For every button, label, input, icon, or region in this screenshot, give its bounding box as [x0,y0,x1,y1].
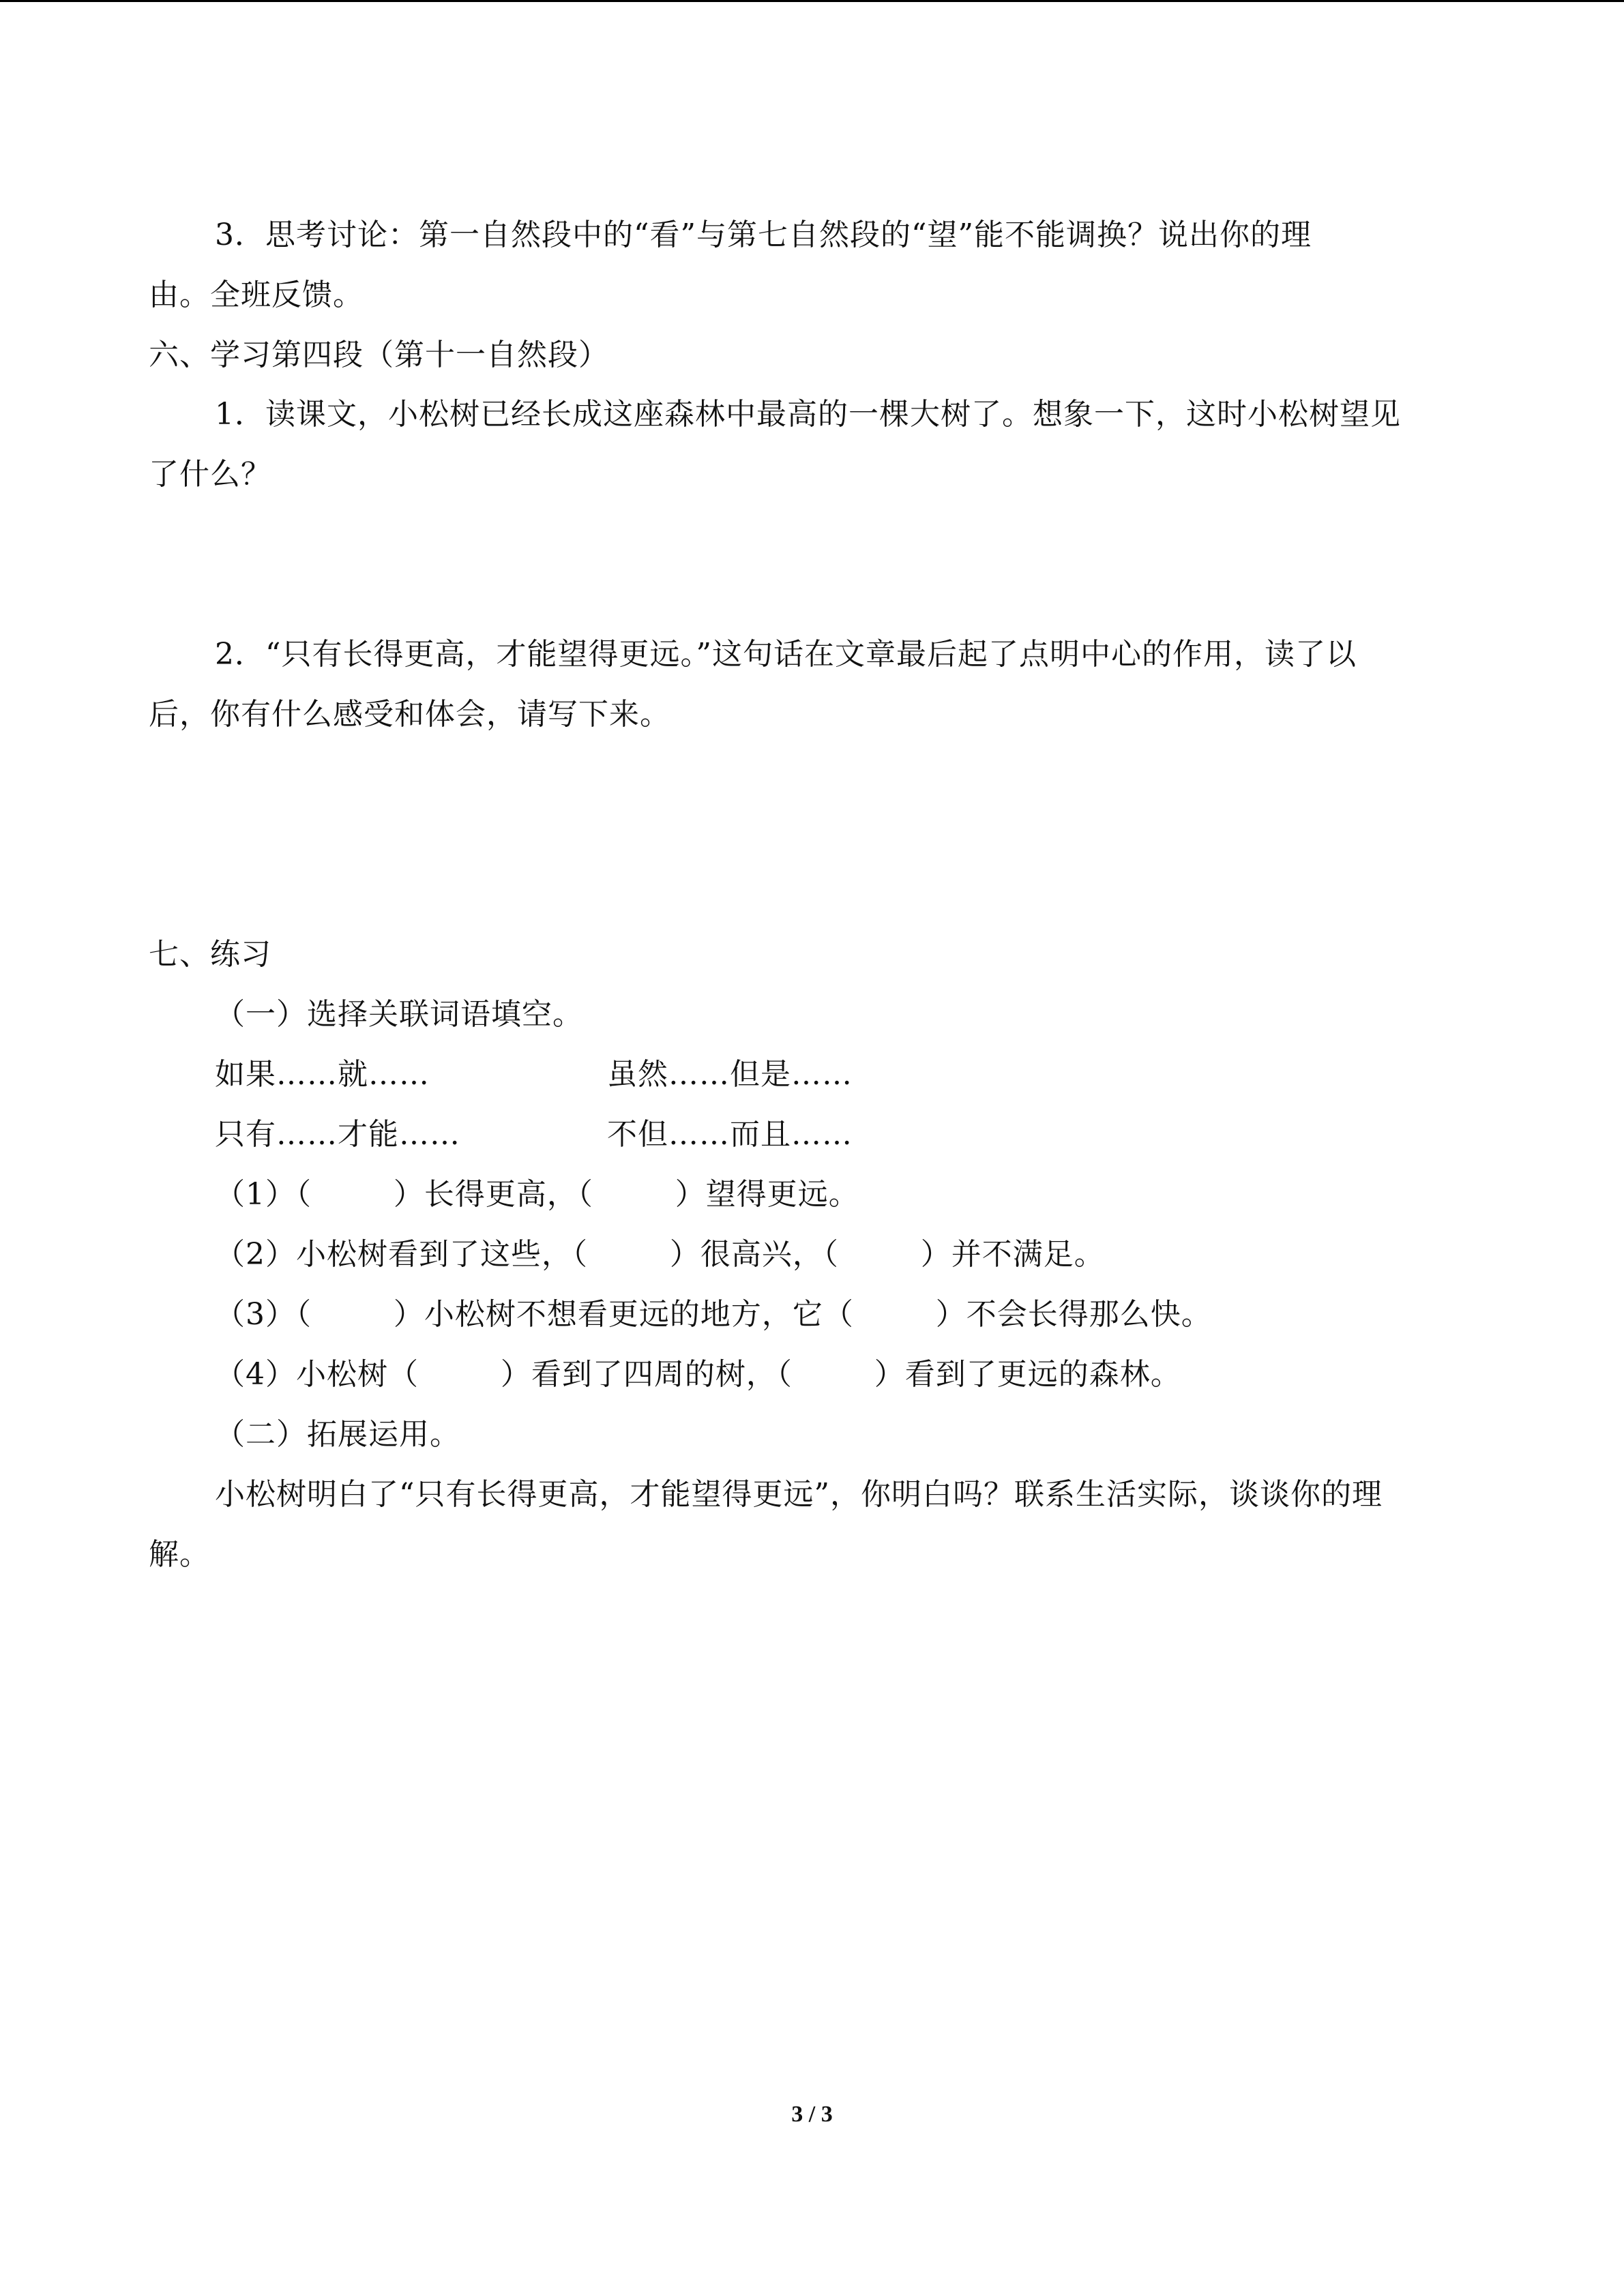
exercise-1-heading: （一）选择关联词语填空。 [215,997,583,1032]
conjunction-option-2: 虽然……但是…… [607,1057,853,1092]
fill-blank-item-4: （4）小松树（ ）看到了四周的树，（ ）看到了更远的森林。 [215,1357,1181,1392]
fill-blank-item-2: （2）小松树看到了这些，（ ）很高兴，（ ）并不满足。 [215,1237,1105,1272]
page-number: 3 / 3 [791,2102,833,2127]
question-3-line-2: 由。全班反馈。 [149,278,364,312]
section-6-question-2-line-2: 后，你有什么感受和体会，请写下来。 [149,697,670,732]
exercise-2-prompt-line-2: 解。 [149,1537,210,1572]
section-6-heading: 六、学习第四段（第十一自然段） [149,338,609,372]
conjunction-option-3: 只有……才能…… [215,1117,460,1152]
section-6-question-1-line-2: 了什么？ [149,457,271,492]
exercise-2-prompt-line-1: 小松树明白了“只有长得更高，才能望得更远”，你明白吗？联系生活实际，谈谈你的理 [215,1477,1383,1512]
section-7-heading: 七、练习 [149,937,271,972]
conjunction-option-1: 如果……就…… [215,1057,430,1092]
fill-blank-item-3: （3）（ ）小松树不想看更远的地方，它（ ）不会长得那么快。 [215,1297,1212,1332]
section-6-question-2-line-1: 2．“只有长得更高，才能望得更远。”这句话在文章最后起了点明中心的作用，读了以 [215,637,1357,672]
exercise-2-heading: （二）拓展运用。 [215,1417,460,1452]
fill-blank-item-1: （1）（ ）长得更高，（ ）望得更远。 [215,1177,859,1212]
question-3-line-1: 3．思考讨论：第一自然段中的“看”与第七自然段的“望”能不能调换？说出你的理 [215,218,1312,252]
section-6-question-1-line-1: 1．读课文，小松树已经长成这座森林中最高的一棵大树了。想象一下，这时小松树望见 [215,397,1401,432]
conjunction-option-4: 不但……而且…… [607,1117,853,1152]
